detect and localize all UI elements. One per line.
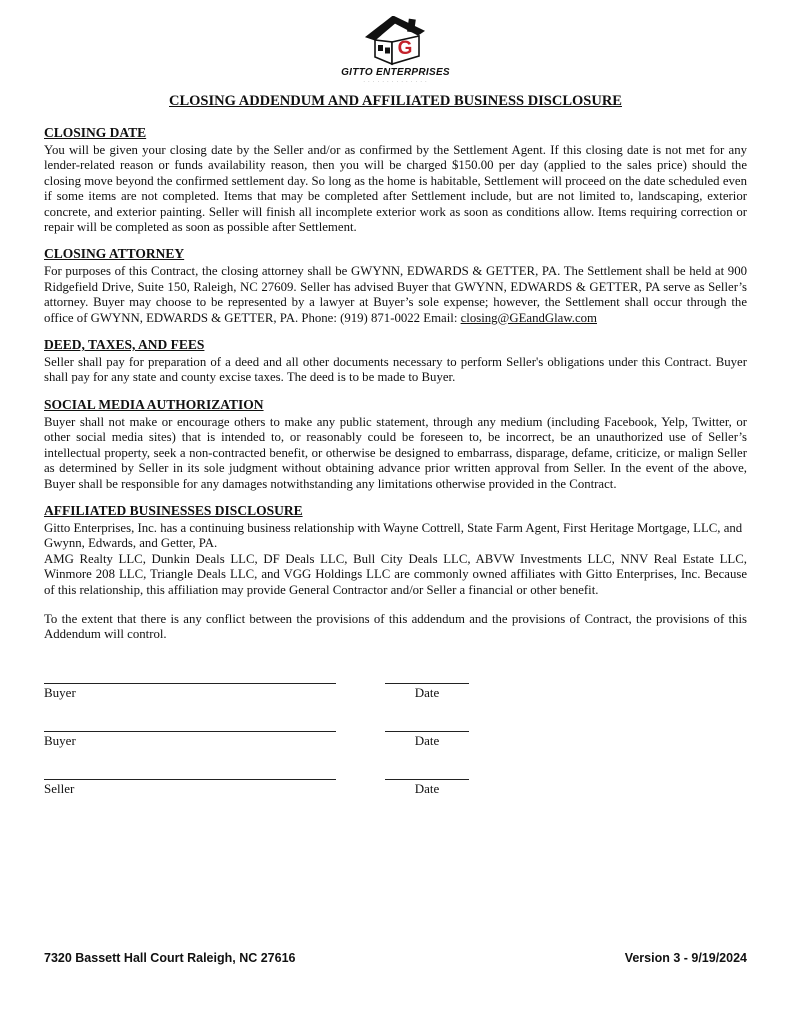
buyer1-date-label: Date <box>414 684 440 700</box>
buyer2-date-line <box>385 717 469 732</box>
closing-attorney-heading: CLOSING ATTORNEY <box>44 246 185 262</box>
signature-row-buyer-2 <box>44 717 747 749</box>
social-media-heading: SOCIAL MEDIA AUTHORIZATION <box>44 396 264 412</box>
closing-attorney-body <box>44 264 747 326</box>
closing-date-body: You will be given your closing date by the Seller and/or as confirmed by the Settlement Agent. If this closing date is not met for any lender-related reason or funds availability reason, then you will be charged $150.00 per day (applied to the sales price) should the closing move beyond the confirmed settlement day. So long as the home is habitable, Settlement will proceed on the date scheduled even if some items are not completed. Items that may be completed after Settlement include, but are not limited to, landscaping, exterior concrete, and exterior painting. Seller will finish all incomplete exterior work as soon as conditions allow. Items requiring correction or repair will be completed as soon as possible after Settlement. <box>44 143 747 235</box>
document-title: CLOSING ADDENDUM AND AFFILIATED BUSINESS DISCLOSURE <box>169 93 622 109</box>
company-name: GITTO ENTERPRISES <box>341 66 450 79</box>
conflict-provision-note: To the extent that there is any conflict between the provisions of this addendum and the provisions of Contract, the provisions of this Addendum will control. <box>44 611 747 642</box>
company-logo <box>0 0 791 84</box>
seller-date-label: Date <box>414 780 440 796</box>
company-tagline: · · · · · · · · · · · · · · <box>363 79 428 84</box>
seller-label: Seller <box>44 780 75 796</box>
buyer2-date-label: Date <box>414 732 440 748</box>
seller-date-line <box>385 765 469 780</box>
house-logo-icon <box>363 16 429 66</box>
signature-block <box>44 669 747 797</box>
document-content <box>0 93 791 797</box>
signature-row-seller <box>44 765 747 797</box>
seller-signature-field <box>44 765 336 797</box>
deed-taxes-fees-body: Seller shall pay for preparation of a deed and all other documents necessary to perform Seller's obligations under this Contract. Buyer shall pay for any state and county excise taxes. The deed is to be made to Buyer. <box>44 355 747 385</box>
seller-signature-line <box>44 765 336 780</box>
buyer2-signature-field <box>44 717 336 749</box>
footer-address: 7320 Bassett Hall Court Raleigh, NC 27616 <box>44 951 296 965</box>
buyer1-signature-line <box>44 669 336 684</box>
closing-attorney-text: For purposes of this Contract, the closing attorney shall be GWYNN, EDWARDS & GETTER, PA. The Settlement shall be held at 900 Ridgefield Drive, Suite 150, Raleigh, NC 27609. Seller has advised Buyer that GWYNN, EDWARDS & GETTER, PA serve as Seller’s attorney. Buyer may choose to be represented by a lawyer at Buyer’s sole expense; however, the Settlement shall occur through the office of GWYNN, EDWARDS & GETTER, PA. Phone: (919) 871-0022 <box>44 264 747 325</box>
closing-date-heading: CLOSING DATE <box>44 125 147 140</box>
footer-version: Version 3 - 9/19/2024 <box>624 951 747 965</box>
buyer2-date-field <box>385 717 469 749</box>
affiliated-businesses-para2: AMG Realty LLC, Dunkin Deals LLC, DF Deals LLC, Bull City Deals LLC, ABVW Investments LLC, NNV Real Estate LLC, Winmore 208 LLC, Triangle Deals LLC, and VGG Holdings LLC are commonly owned affiliates with Gitto Enterprises, Inc. Because of this relationship, this affiliation may provide General Contractor and/or Seller a financial or other benefit. <box>44 551 747 597</box>
buyer1-label: Buyer <box>44 684 76 700</box>
buyer1-signature-field <box>44 669 336 701</box>
affiliated-businesses-heading: AFFILIATED BUSINESSES DISCLOSURE <box>44 502 303 518</box>
buyer1-date-line <box>385 669 469 684</box>
logo-g-letter: G <box>397 38 412 59</box>
section-social-media <box>44 397 747 492</box>
buyer2-label: Buyer <box>44 732 76 748</box>
document-footer <box>44 951 747 965</box>
section-closing-date <box>44 125 747 235</box>
seller-date-field <box>385 765 469 797</box>
section-closing-attorney <box>44 246 747 326</box>
signature-row-buyer-1 <box>44 669 747 701</box>
deed-taxes-fees-heading: DEED, TAXES, AND FEES <box>44 337 205 353</box>
buyer1-date-field <box>385 669 469 701</box>
buyer2-signature-line <box>44 717 336 732</box>
social-media-body: Buyer shall not make or encourage others to make any public statement, through any medium (including Facebook, Yelp, Twitter, or other social media sites) that is intended to, or reasonably could be foreseen to, be incorrect, be an unauthorized use of Seller’s intellectual property, seek a non-contracted benefit, or otherwise be designed to embarrass, disparage, defame, criticize, or malign Seller as determined by Seller in its sole judgment without obtaining advance prior written approval from Seller. In the event of the above, Buyer shall be responsible for any damages notwithstanding any limitations otherwise provided in the Contract. <box>44 414 747 491</box>
email-label: Email: <box>423 310 461 325</box>
closing-email-link[interactable]: closing@GEandGlaw.com <box>460 310 597 325</box>
affiliated-businesses-para1: Gitto Enterprises, Inc. has a continuing business relationship with Wayne Cottrell, State Farm Agent, First Heritage Mortgage, LLC, and Gwynn, Edwards, and Getter, PA. <box>44 520 743 551</box>
section-affiliated-businesses <box>44 503 747 598</box>
section-deed-taxes-fees <box>44 337 747 386</box>
